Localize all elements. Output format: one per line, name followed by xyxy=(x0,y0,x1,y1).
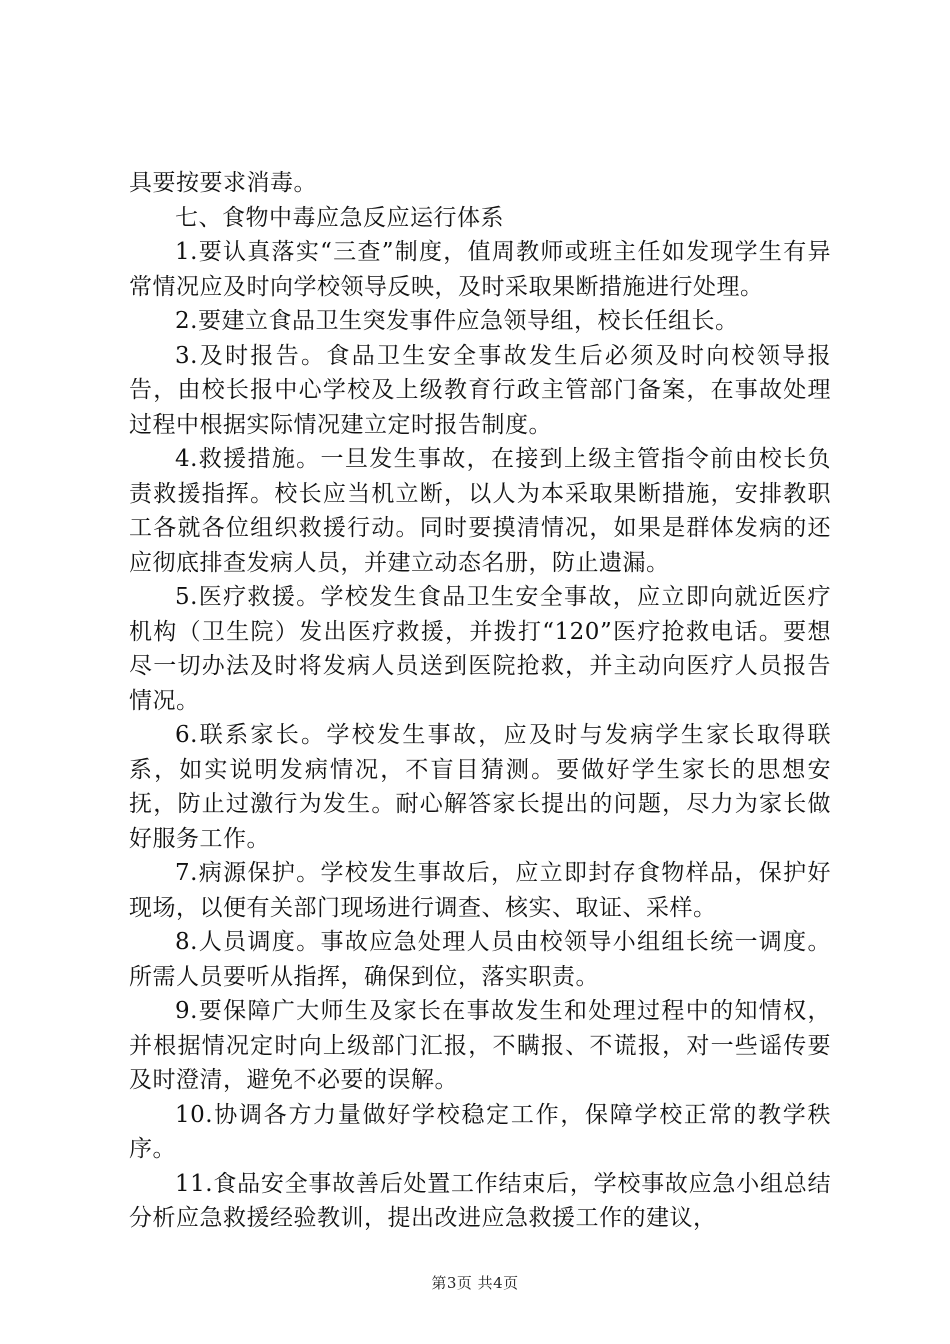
paragraph-item-1: 1.要认真落实“三查”制度，值周教师或班主任如发现学生有异常情况应及时向学校领导反映，及时采取果断措施进行处理。 xyxy=(129,239,831,300)
paragraph-item-3: 3.及时报告。食品卫生安全事故发生后必须及时向校领导报告，由校长报中心学校及上级教育行政主管部门备案，在事故处理过程中根据实际情况建立定时报告制度。 xyxy=(129,342,831,438)
section-heading: 七、食物中毒应急反应运行体系 xyxy=(175,204,504,231)
paragraph-item-7: 7.病源保护。学校发生事故后，应立即封存食物样品，保护好现场，以便有关部门现场进行调查、核实、取证、采样。 xyxy=(129,860,831,921)
paragraph-item-10: 10.协调各方力量做好学校稳定工作，保障学校正常的教学秩序。 xyxy=(129,1101,831,1162)
paragraph-item-4: 4.救援措施。一旦发生事故，在接到上级主管指令前由校长负责救援指挥。校长应当机立断，以人为本采取果断措施，安排教职工各就各位组织救援行动。同时要摸清情况，如果是群体发病的还应彻底排查发病人员，并建立动态名册，防止遗漏。 xyxy=(129,446,831,576)
paragraph-item-9: 9.要保障广大师生及家长在事故发生和处理过程中的知情权，并根据情况定时向上级部门汇报，不瞒报、不谎报，对一些谣传要及时澄清，避免不必要的误解。 xyxy=(129,998,831,1093)
document-body xyxy=(129,166,831,1236)
paragraph-item-11: 11.食品安全事故善后处置工作结束后，学校事故应急小组总结分析应急救援经验教训，提出改进应急救援工作的建议， xyxy=(129,1170,831,1231)
paragraph-continuation: 具要按要求消毒。 xyxy=(129,170,317,196)
page-footer: 第3页 共4页 xyxy=(431,1274,519,1292)
paragraph-item-8: 8.人员调度。事故应急处理人员由校领导小组组长统一调度。所需人员要听从指挥，确保到位，落实职责。 xyxy=(129,929,831,990)
paragraph-item-2: 2.要建立食品卫生突发事件应急领导组，校长任组长。 xyxy=(175,308,739,334)
paragraph-item-6: 6.联系家长。学校发生事故，应及时与发病学生家长取得联系，如实说明发病情况，不盲目猜测。要做好学生家长的思想安抚，防止过激行为发生。耐心解答家长提出的问题，尽力为家长做好服务工作。 xyxy=(129,722,831,852)
paragraph-item-5: 5.医疗救援。学校发生食品卫生安全事故，应立即向就近医疗机构（卫生院）发出医疗救援，并拨打“120”医疗抢救电话。要想尽一切办法及时将发病人员送到医院抢救，并主动向医疗人员报告情况。 xyxy=(129,584,831,714)
